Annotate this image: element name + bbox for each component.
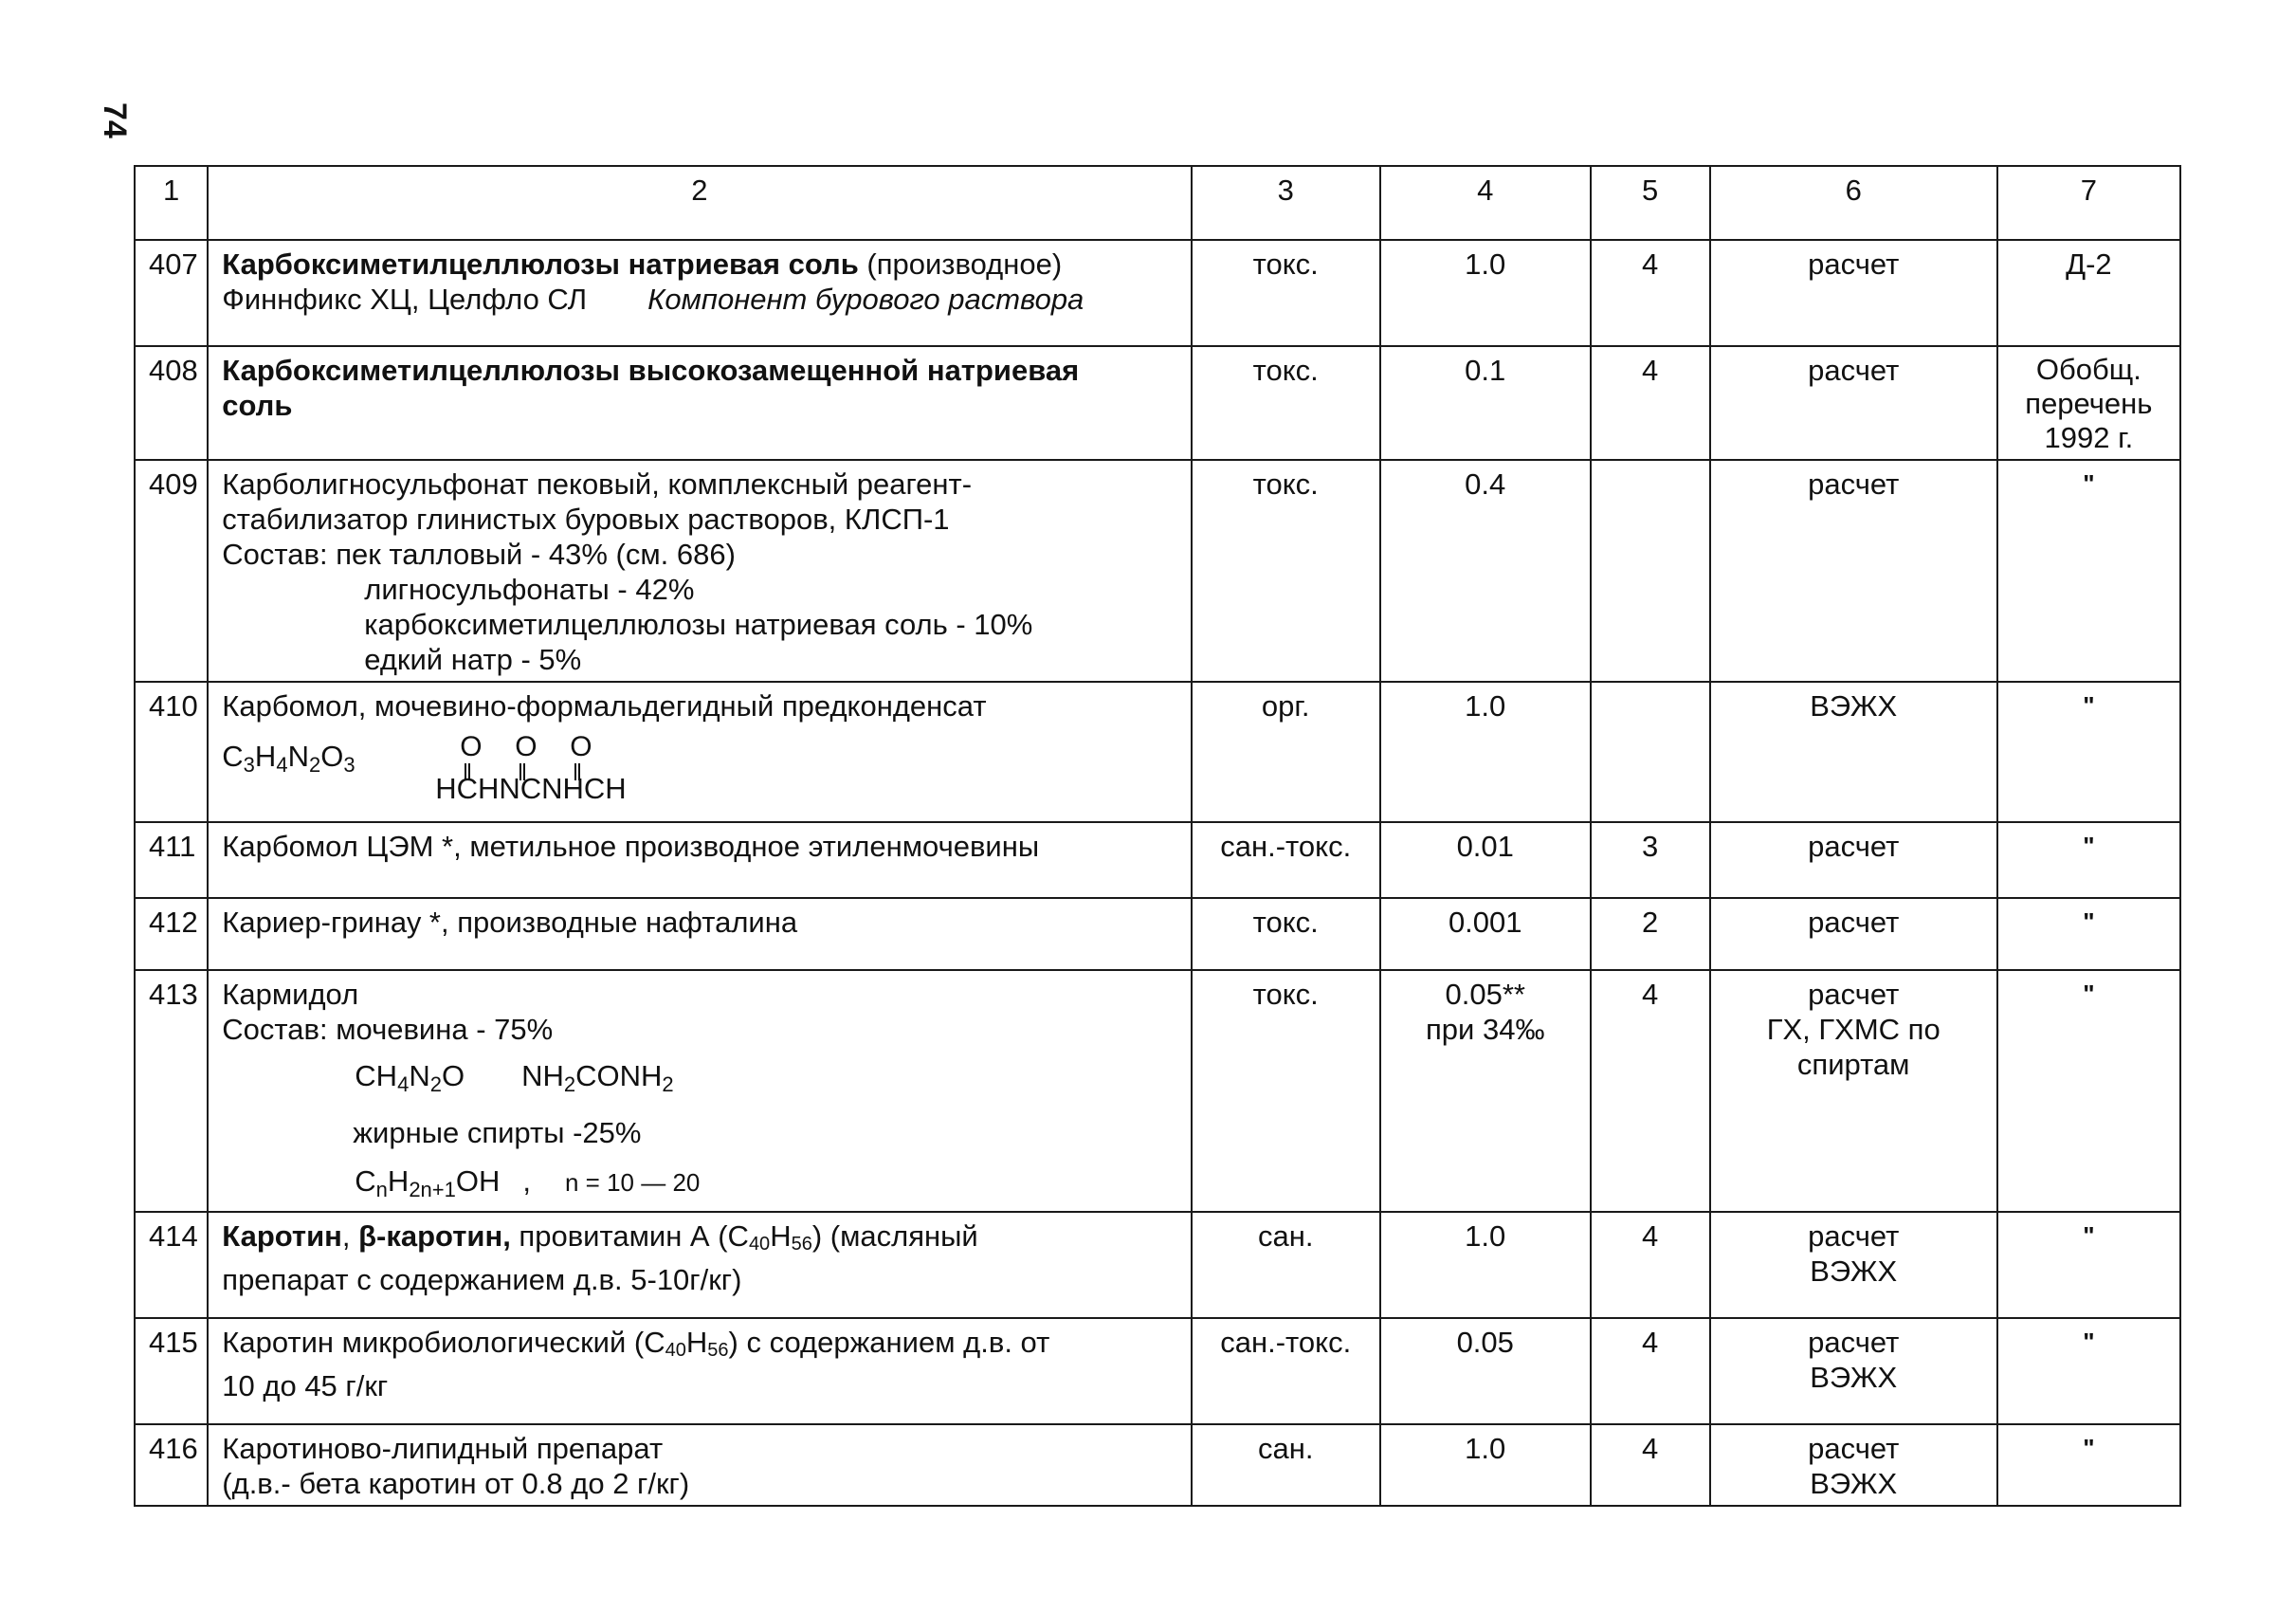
text-line: препарат с содержанием д.в. 5-10г/кг) xyxy=(222,1263,742,1296)
text-line: едкий натр - 5% xyxy=(364,643,582,676)
danger-class: 4 xyxy=(1591,240,1710,346)
table-row xyxy=(135,822,2180,898)
source-line: Обобщ. xyxy=(2035,353,2141,386)
header-cell: 3 xyxy=(1192,166,1380,240)
method-line: расчет xyxy=(1808,978,1900,1011)
text-line: Состав: пек талловый - 43% (см. 686) xyxy=(222,538,736,571)
name-note: Компонент бурового раствора xyxy=(647,283,1084,316)
method xyxy=(1710,1212,1997,1318)
molecular-formula: $C_3H_4N_2O_3$ xyxy=(222,740,355,777)
formula-line: $CH_4N_2O$ $NH_2CONH_2$ xyxy=(355,1059,674,1096)
method xyxy=(1710,1318,1997,1424)
text-line: карбоксиметилцеллюлозы натриевая соль - 10% xyxy=(364,608,1033,641)
table-row xyxy=(135,1318,2180,1424)
limit-value: 0.001 xyxy=(1380,898,1591,970)
row-number: 412 xyxy=(135,898,208,970)
row-number: 415 xyxy=(135,1318,208,1424)
substance-name xyxy=(208,822,1191,898)
text-line: (д.в.- бета каротин от 0.8 до 2 г/кг) xyxy=(222,1467,690,1500)
source: " xyxy=(1997,970,2180,1212)
table-header-row xyxy=(135,166,2180,240)
name-bold: Карбоксиметилцеллюлозы натриевая соль xyxy=(222,247,859,281)
method xyxy=(1710,1424,1997,1506)
text-line: Карбомол ЦЭМ *, метильное производное этиленмочевины xyxy=(222,830,1040,863)
text-line: Кариер-гринау *, производные нафталина xyxy=(222,906,798,939)
hazard-class: сан. xyxy=(1192,1424,1380,1506)
method-line: ВЭЖХ xyxy=(1810,1255,1898,1288)
limit-line: при 34‰ xyxy=(1426,1013,1545,1046)
table-row xyxy=(135,682,2180,822)
substance-name xyxy=(208,682,1191,822)
hazard-class: токс. xyxy=(1192,970,1380,1212)
substance-name: Каротин микробиологический (C40H56) с содержанием д.в. от 10 до 45 г/кг xyxy=(208,1318,1191,1424)
source: " xyxy=(1997,1318,2180,1424)
limit-value: 0.1 xyxy=(1380,346,1591,460)
substance-name xyxy=(208,970,1191,1212)
source: " xyxy=(1997,898,2180,970)
formula-line: $C_nH_{2n+1}OH$ , n = 10 — 20 xyxy=(355,1164,701,1201)
table-row xyxy=(135,1212,2180,1318)
danger-class: 4 xyxy=(1591,970,1710,1212)
row-number: 409 xyxy=(135,460,208,682)
hazard-class: токс. xyxy=(1192,346,1380,460)
danger-class: 2 xyxy=(1591,898,1710,970)
limit-value: 1.0 xyxy=(1380,240,1591,346)
row-number: 413 xyxy=(135,970,208,1212)
row-number: 414 xyxy=(135,1212,208,1318)
method-line: ВЭЖХ xyxy=(1810,1361,1898,1394)
source: " xyxy=(1997,1212,2180,1318)
danger-class: 4 xyxy=(1591,1318,1710,1424)
danger-class: 4 xyxy=(1591,346,1710,460)
name-bold: соль xyxy=(222,389,293,422)
source: Д-2 xyxy=(1997,240,2180,346)
substance-name: Каротин, β-каротин, провитамин А (C40H56) (масляный препарат с содержанием д.в. 5-10г/кг) xyxy=(208,1212,1191,1318)
limit-value: 0.01 xyxy=(1380,822,1591,898)
table-row xyxy=(135,346,2180,460)
danger-class xyxy=(1591,682,1710,822)
substance-name xyxy=(208,240,1191,346)
source xyxy=(1997,346,2180,460)
method: расчет xyxy=(1710,822,1997,898)
text-line: жирные спирты -25% xyxy=(353,1116,642,1149)
source: " xyxy=(1997,460,2180,682)
source-line: перечень xyxy=(2025,387,2153,420)
table-row xyxy=(135,898,2180,970)
name-line2: Финнфикс ХЦ, Целфло СЛ xyxy=(222,283,588,316)
limit-value: 0.4 xyxy=(1380,460,1591,682)
method-line: расчет xyxy=(1808,1432,1900,1465)
hazard-class: токс. xyxy=(1192,240,1380,346)
method: расчет xyxy=(1710,460,1997,682)
page-number: 74 xyxy=(97,102,133,138)
method: ВЭЖХ xyxy=(1710,682,1997,822)
text-line: Карбомол, мочевино-формальдегидный предконденсат xyxy=(222,689,987,723)
table-row xyxy=(135,1424,2180,1506)
limit-value: 1.0 xyxy=(1380,682,1591,822)
row-number: 416 xyxy=(135,1424,208,1506)
method-line: расчет xyxy=(1808,1326,1900,1359)
limit-value: 1.0 xyxy=(1380,1212,1591,1318)
source: " xyxy=(1997,1424,2180,1506)
source: " xyxy=(1997,682,2180,822)
substance-table xyxy=(134,165,2181,1507)
method-line: расчет xyxy=(1808,1219,1900,1253)
hazard-class: орг. xyxy=(1192,682,1380,822)
limit-value xyxy=(1380,970,1591,1212)
limit-value: 1.0 xyxy=(1380,1424,1591,1506)
hazard-class: токс. xyxy=(1192,898,1380,970)
substance-name xyxy=(208,898,1191,970)
method xyxy=(1710,970,1997,1212)
hazard-class: сан.-токс. xyxy=(1192,1318,1380,1424)
method-line: ГХ, ГХМС по xyxy=(1766,1013,1941,1046)
hazard-class: сан. xyxy=(1192,1212,1380,1318)
method: расчет xyxy=(1710,346,1997,460)
header-cell: 2 xyxy=(208,166,1191,240)
text-line: 10 до 45 г/кг xyxy=(222,1369,389,1402)
text-line: Кармидол xyxy=(222,978,359,1011)
text-line: стабилизатор глинистых буровых растворов, КЛСП-1 xyxy=(222,503,950,536)
text-line: Каротиново-липидный препарат xyxy=(222,1432,664,1465)
substance-name xyxy=(208,460,1191,682)
table-row xyxy=(135,460,2180,682)
hazard-class: токс. xyxy=(1192,460,1380,682)
name-bold: Карбоксиметилцеллюлозы высокозамещенной натриевая xyxy=(222,354,1080,387)
table-row xyxy=(135,240,2180,346)
header-cell: 7 xyxy=(1997,166,2180,240)
method-line: ВЭЖХ xyxy=(1810,1467,1898,1500)
header-cell: 1 xyxy=(135,166,208,240)
source-line: 1992 г. xyxy=(2044,421,2134,454)
danger-class: 4 xyxy=(1591,1424,1710,1506)
structural-formula: O O O HCHNCNHCH xyxy=(435,731,627,805)
substance-name xyxy=(208,346,1191,460)
text-line: Карболигносульфонат пековый, комплексный реагент- xyxy=(222,467,973,501)
table-row xyxy=(135,970,2180,1212)
text-line: Состав: мочевина - 75% xyxy=(222,1013,554,1046)
text-line: лигносульфонаты - 42% xyxy=(364,573,695,606)
limit-value: 0.05 xyxy=(1380,1318,1591,1424)
header-cell: 5 xyxy=(1591,166,1710,240)
method-line: спиртам xyxy=(1796,1048,1910,1081)
row-number: 410 xyxy=(135,682,208,822)
header-cell: 4 xyxy=(1380,166,1591,240)
header-cell: 6 xyxy=(1710,166,1997,240)
hazard-class: сан.-токс. xyxy=(1192,822,1380,898)
method: расчет xyxy=(1710,898,1997,970)
danger-class: 4 xyxy=(1591,1212,1710,1318)
danger-class: 3 xyxy=(1591,822,1710,898)
substance-name xyxy=(208,1424,1191,1506)
row-number: 407 xyxy=(135,240,208,346)
limit-line: 0.05** xyxy=(1445,978,1525,1011)
method: расчет xyxy=(1710,240,1997,346)
row-number: 411 xyxy=(135,822,208,898)
name-rest: (производное) xyxy=(858,247,1063,281)
danger-class xyxy=(1591,460,1710,682)
row-number: 408 xyxy=(135,346,208,460)
source: " xyxy=(1997,822,2180,898)
